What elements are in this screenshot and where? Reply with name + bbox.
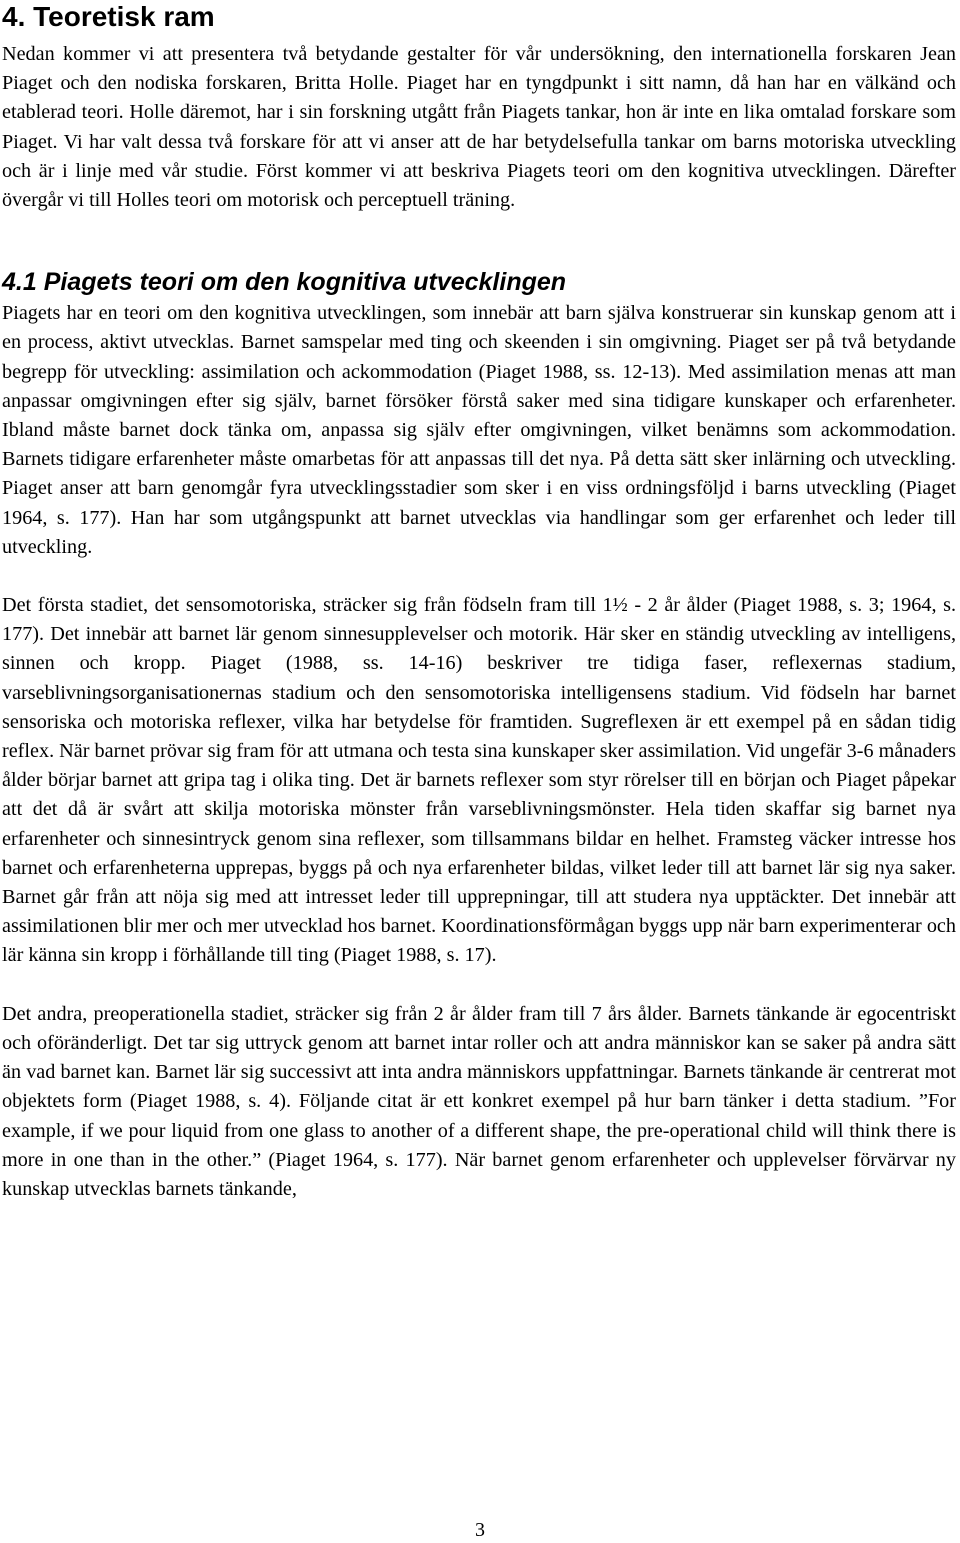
body-paragraph-3: Det andra, preoperationella stadiet, sträcker sig från 2 år ålder fram till 7 års ålder. Barnets tänkande är egocentriskt och oföränderligt. Det tar sig uttryck genom att barnet intar roller och att andra människor kan se saker på andra sätt än vad barnet kan. Barnet lär sig successivt att inta andra människors uppfattningar. Barnets tänkande är centrerat mot objektets form (Piaget 1988, s. 4). Följande citat är ett konkret exempel på hur barn tänker i detta stadium. ”For example, if we pour liquid from one glass to another of a different shape, the pre-operational child will think there is more in one than in the other.” (Piaget 1964, s. 177). När barnet genom erfarenheter och upplevelser förvärvar ny kunskap utvecklas barnets tänkande, xyxy=(2,1002,956,1200)
page-number: 3 xyxy=(475,1519,485,1541)
body-paragraph-2: Det första stadiet, det sensomotoriska, sträcker sig från födseln fram till 1½ - 2 år ålder (Piaget 1988, s. 3; 1964, s. 177). Det innebär att barnet lär genom sinnesupplevelser och motorik. Här sker en ständig utveckling av intelligens, sinnen och kropp. Piaget (1988, ss. 14-16) beskriver tre tidiga faser, reflexernas stadium, varseblivningsorganisationernas stadium och den sensomotoriska intelligensens stadium. Vid födseln har barnet sensoriska och motoriska reflexer, vilka har betydelse för framtiden. Sugreflexen är ett exempel på en sådan tidig reflex. När barnet prövar sig fram för att utmana och testa sina kunskaper sker assimilation. Vid ungefär 3-6 månaders ålder börjar barnet att gripa tag i olika ting. Det är barnets reflexer som styr rörelser till en början och Piaget påpekar att det då är svårt att skilja motoriska mönster från varseblivningsmönster. Hela tiden skaffar sig barnet nya erfarenheter och sinnesintryck genom sina reflexer, som tillsammans bildar en helhet. Framsteg väcker intresse hos barnet och erfarenheterna upprepas, byggs på och nya erfarenheter bildas, vilket leder till att barnet lär sig nya saker. Barnet går från att nöja sig med att intresset leder till upprepningar, till att studera nya upptäckter. Det innebär att assimilationen blir mer och mer utvecklad hos barnet. Koordinationsförmågan byggs upp när barn experimenterar och lär känna sin kropp i förhållande till ting (Piaget 1988, s. 17). xyxy=(2,594,956,967)
intro-paragraph: Nedan kommer vi att presentera två betydande gestalter för vår undersökning, den internationella forskaren Jean Piaget och den nodiska forskaren, Britta Holle. Piaget har en tyngdpunkt i sitt namn, då han har en välkänd och etablerad teori. Holle däremot, har i sin forskning utgått från Piagets tankar, hon är inte en lika omtalad forskare som Piaget. Vi har valt dessa två forskare för att vi anser att de har betydelsefulla tankar om barns motoriska utveckling och är i linje med vår studie. Först kommer vi att beskriva Piagets teori om den kognitiva utvecklingen. Därefter övergår vi till Holles teori om motorisk och perceptuell träning. xyxy=(2,43,956,212)
page-content xyxy=(2,0,956,1204)
body-paragraph-1: Piagets har en teori om den kognitiva utvecklingen, som innebär att barn själva konstruerar sin kunskap genom att i en process, aktivt utvecklas. Barnet samspelar med ting och skeenden i sin omgivning. Piaget ser på två betydande begrepp för utveckling: assimilation och ackommodation (Piaget 1988, ss. 12-13). Med assimilation menas att man anpassar omgivningen efter sig själv, barnet försöker förstå saker med sina tidigare kunskaper och erfarenheter. Ibland måste barnet dock tänka om, anpassa sig själv efter omgivningen, vilket benämns som ackommodation. Barnets tidigare erfarenheter måste omarbetas för att anpassas till det nya. På detta sätt sker inlärning och utveckling. Piaget anser att barn genomgår fyra utvecklingsstadier som sker i en viss ordningsföljd i barns utveckling (Piaget 1964, s. 177). Han har som utgångspunkt att barnet utvecklas via handlingar som ger erfarenhet och leder till utveckling. xyxy=(2,302,956,558)
section-heading: 4.1 Piagets teori om den kognitiva utvecklingen xyxy=(2,268,567,297)
chapter-heading: 4. Teoretisk ram xyxy=(2,1,215,32)
